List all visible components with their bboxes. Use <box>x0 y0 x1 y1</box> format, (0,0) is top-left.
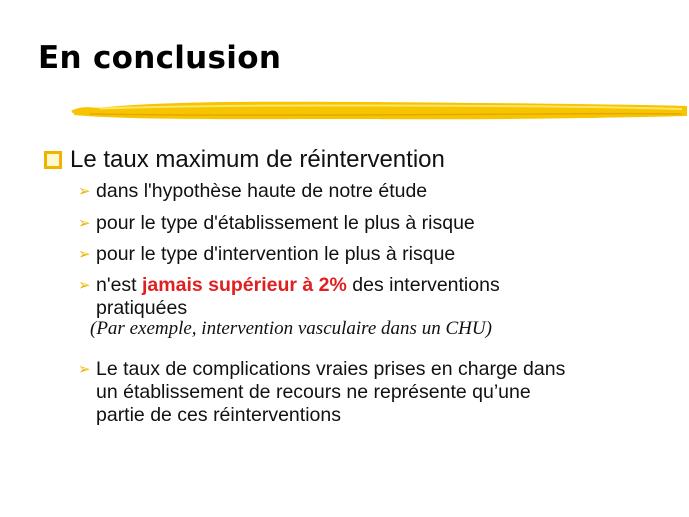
example-note: (Par exemple, intervention vasculaire dans un CHU) <box>90 318 492 339</box>
main-bullet-text: Le taux maximum de réintervention <box>70 146 445 173</box>
checkbox-icon <box>44 151 62 169</box>
sub-bullet-3 <box>78 243 455 266</box>
arrow-bullet-icon: ➢ <box>78 246 91 263</box>
sub-bullet-text: pour le type d'établissement le plus à risque <box>96 212 475 234</box>
sub-bullet-text-prefix: n'est <box>96 274 142 296</box>
sub-bullet-5 <box>78 358 565 427</box>
slide-title: En conclusion <box>38 40 282 76</box>
sub-bullet-text-line-1: Le taux de complications vraies prises en charge dans <box>96 358 566 380</box>
sub-bullet-4 <box>78 274 500 320</box>
arrow-bullet-icon: ➢ <box>78 215 91 232</box>
arrow-bullet-icon: ➢ <box>78 183 91 200</box>
sub-bullet-text-line-3: partie de ces réinterventions <box>96 404 341 426</box>
main-bullet <box>44 146 445 174</box>
sub-bullet-1 <box>78 180 427 203</box>
sub-bullet-2 <box>78 212 475 235</box>
sub-bullet-text-line-2: un établissement de recours ne représente qu’une <box>96 381 531 403</box>
sub-bullet-continuation: pratiquées <box>96 297 188 319</box>
sub-bullet-text: dans l'hypothèse haute de notre étude <box>96 180 428 202</box>
title-underline-brushstroke <box>70 96 689 126</box>
arrow-bullet-icon: ➢ <box>78 277 91 294</box>
arrow-bullet-icon: ➢ <box>78 361 91 378</box>
sub-bullet-text-suffix: des interventions <box>346 274 500 296</box>
highlighted-text: jamais supérieur à 2% <box>142 274 347 296</box>
sub-bullet-text: pour le type d'intervention le plus à risque <box>96 243 456 265</box>
